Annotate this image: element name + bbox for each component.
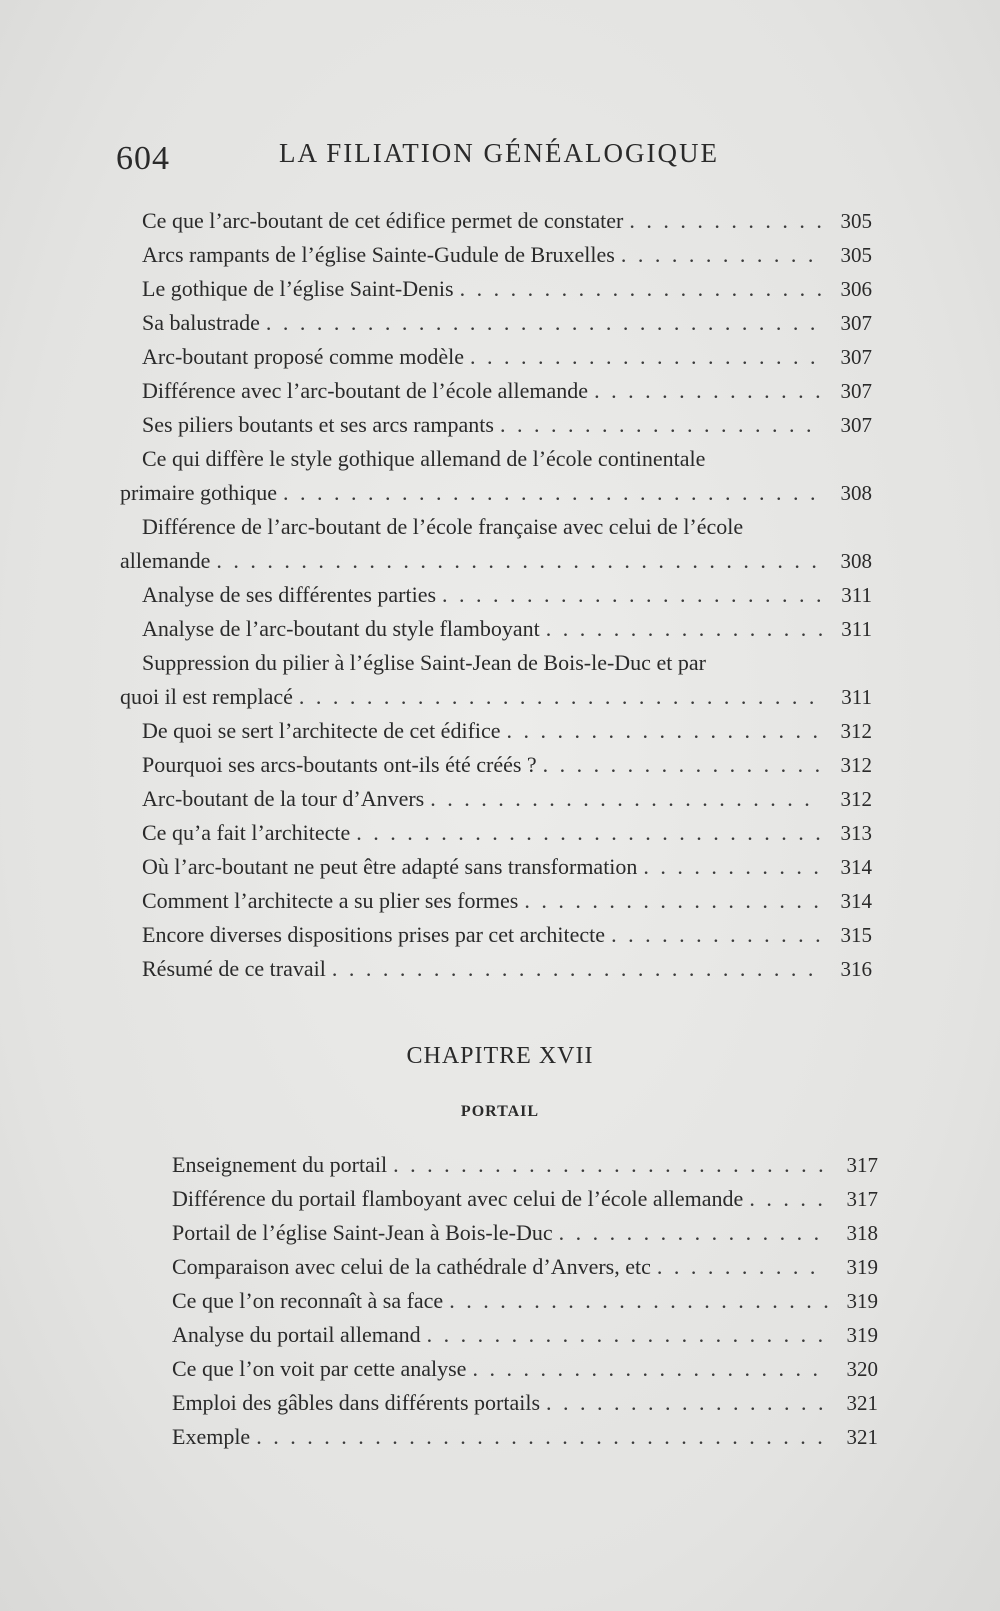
- dot-leader: [657, 1250, 828, 1284]
- toc-entry: [150, 1148, 878, 1182]
- toc-entry: [120, 204, 872, 238]
- dot-leader: [629, 204, 822, 238]
- toc-entry-text: Suppression du pilier à l’église Saint-Jean de Bois-le-Duc et par: [142, 650, 706, 675]
- toc-entry: [150, 1284, 878, 1318]
- toc-entry-text-continued: allemande: [120, 548, 211, 573]
- toc-entry-text: Comparaison avec celui de la cathédrale d’Anvers, etc: [172, 1254, 651, 1279]
- dot-leader: [500, 408, 822, 442]
- toc-entry: [120, 340, 872, 374]
- toc-entry: [120, 850, 872, 884]
- toc-page-number: 312: [840, 719, 872, 743]
- toc-entry: [120, 748, 872, 782]
- toc-page-number: 321: [846, 1425, 878, 1449]
- toc-page-number: 313: [840, 821, 872, 845]
- dot-leader: [621, 238, 822, 272]
- toc-entry-text: Ce qui diffère le style gothique allemand de l’école continentale: [142, 446, 706, 471]
- toc-entry: [120, 646, 872, 714]
- toc-entry: [120, 782, 872, 816]
- toc-entry: [150, 1386, 878, 1420]
- toc-entry-text: Portail de l’église Saint-Jean à Bois-le-Duc: [172, 1220, 553, 1245]
- toc-entry-text: Où l’arc-boutant ne peut être adapté sans transformation: [142, 854, 638, 879]
- toc-entry: [120, 510, 872, 578]
- running-title: LA FILIATION GÉNÉALOGIQUE: [279, 138, 719, 168]
- dot-leader: [256, 1420, 828, 1454]
- dot-leader: [332, 952, 822, 986]
- toc-page-number: 316: [840, 957, 872, 981]
- toc-entry: [120, 272, 872, 306]
- toc-entry-text: Exemple: [172, 1424, 251, 1449]
- toc-page-number: 311: [841, 583, 872, 607]
- toc-entry-text: Ce que l’on reconnaît à sa face: [172, 1288, 444, 1313]
- toc-entry-text: Emploi des gâbles dans différents portails: [172, 1390, 541, 1415]
- page-number: 604: [116, 140, 170, 177]
- dot-leader: [430, 782, 822, 816]
- toc-entry: [120, 238, 872, 272]
- toc-chapter-list: [150, 1148, 878, 1454]
- toc-entry-text: Arc-boutant proposé comme modèle: [142, 344, 464, 369]
- toc-entry-text: Différence de l’arc-boutant de l’école française avec celui de l’école: [142, 514, 744, 539]
- toc-page-number: 306: [840, 277, 872, 301]
- toc-entry-text: Ce que l’arc-boutant de cet édifice permet de constater: [142, 208, 624, 233]
- dot-leader: [643, 850, 822, 884]
- toc-entry-text-continued: primaire gothique: [120, 480, 278, 505]
- toc-entry: [150, 1250, 878, 1284]
- dot-leader: [299, 680, 822, 714]
- toc-entry: [150, 1420, 878, 1454]
- toc-page-number: 319: [846, 1289, 878, 1313]
- toc-page-number: 312: [840, 753, 872, 777]
- dot-leader: [283, 476, 822, 510]
- toc-page-number: 321: [846, 1391, 878, 1415]
- dot-leader: [611, 918, 822, 952]
- toc-page-number: 319: [846, 1323, 878, 1347]
- toc-entry-text: Sa balustrade: [142, 310, 260, 335]
- dot-leader: [427, 1318, 828, 1352]
- toc-entry: [120, 306, 872, 340]
- toc-entry-text: Pourquoi ses arcs-boutants ont-ils été créés ?: [142, 752, 537, 777]
- toc-entry-text: Analyse de ses différentes parties: [142, 582, 437, 607]
- dot-leader: [594, 374, 822, 408]
- dot-leader: [559, 1216, 828, 1250]
- dot-leader: [546, 1386, 828, 1420]
- toc-entry-text: Ce que l’on voit par cette analyse: [172, 1356, 467, 1381]
- toc-entry: [150, 1216, 878, 1250]
- toc-page-number: 317: [846, 1187, 878, 1211]
- toc-page-number: 307: [840, 413, 872, 437]
- dot-leader: [356, 816, 822, 850]
- toc-entry-text-continued: quoi il est remplacé: [120, 684, 293, 709]
- toc-entry: [120, 816, 872, 850]
- toc-entry-text: Encore diverses dispositions prises par cet architecte: [142, 922, 606, 947]
- dot-leader: [749, 1182, 828, 1216]
- toc-page-number: 314: [840, 855, 872, 879]
- toc-page-number: 308: [840, 549, 872, 573]
- section-title: PORTAIL: [460, 1103, 540, 1120]
- dot-leader: [393, 1148, 828, 1182]
- page-header: [112, 132, 812, 192]
- dot-leader: [460, 272, 822, 306]
- toc-entry-text: Résumé de ce travail: [142, 956, 326, 981]
- toc-entry: [120, 374, 872, 408]
- dot-leader: [442, 578, 822, 612]
- toc-entry-text: Ce qu’a fait l’architecte: [142, 820, 351, 845]
- dot-leader: [449, 1284, 828, 1318]
- toc-page-number: 314: [840, 889, 872, 913]
- dot-leader: [216, 544, 822, 578]
- toc-entry: [120, 918, 872, 952]
- dot-leader: [524, 884, 822, 918]
- toc-entry-text: Analyse de l’arc-boutant du style flamboyant: [142, 616, 540, 641]
- chapter-title: CHAPITRE XVII: [406, 1043, 594, 1069]
- toc-page-number: 307: [840, 311, 872, 335]
- toc-entry: [120, 714, 872, 748]
- toc-entry-text: De quoi se sert l’architecte de cet édifice: [142, 718, 501, 743]
- dot-leader: [266, 306, 822, 340]
- toc-entry: [120, 442, 872, 510]
- toc-continued-list: [120, 204, 872, 986]
- toc-page-number: 317: [846, 1153, 878, 1177]
- toc-entry-text: Différence avec l’arc-boutant de l’école allemande: [142, 378, 589, 403]
- toc-entry-text: Comment l’architecte a su plier ses formes: [142, 888, 519, 913]
- toc-page-number: 305: [840, 243, 872, 267]
- toc-page-number: 307: [840, 379, 872, 403]
- toc-page-number: 311: [841, 685, 872, 709]
- dot-leader: [543, 748, 822, 782]
- toc-page-number: 319: [846, 1255, 878, 1279]
- toc-page-number: 318: [846, 1221, 878, 1245]
- toc-page-number: 305: [840, 209, 872, 233]
- dot-leader: [470, 340, 822, 374]
- toc-entry-text: Le gothique de l’église Saint-Denis: [142, 276, 454, 301]
- toc-page-number: 320: [846, 1357, 878, 1381]
- dot-leader: [507, 714, 822, 748]
- dot-leader: [472, 1352, 828, 1386]
- toc-entry: [150, 1318, 878, 1352]
- toc-entry: [120, 952, 872, 986]
- toc-entry-text: Ses piliers boutants et ses arcs rampants: [142, 412, 494, 437]
- toc-entry: [120, 612, 872, 646]
- toc-entry: [120, 578, 872, 612]
- toc-entry: [120, 884, 872, 918]
- toc-entry-text: Arc-boutant de la tour d’Anvers: [142, 786, 425, 811]
- toc-page-number: 311: [841, 617, 872, 641]
- toc-page-number: 315: [840, 923, 872, 947]
- toc-entry-text: Enseignement du portail: [172, 1152, 388, 1177]
- toc-entry: [120, 408, 872, 442]
- toc-entry: [150, 1352, 878, 1386]
- dot-leader: [546, 612, 822, 646]
- toc-entry-text: Arcs rampants de l’église Sainte-Gudule de Bruxelles: [142, 242, 615, 267]
- toc-page-number: 308: [840, 481, 872, 505]
- toc-page-number: 307: [840, 345, 872, 369]
- toc-entry-text: Analyse du portail allemand: [172, 1322, 421, 1347]
- toc-page-number: 312: [840, 787, 872, 811]
- toc-entry: [150, 1182, 878, 1216]
- toc-entry-text: Différence du portail flamboyant avec celui de l’école allemande: [172, 1186, 744, 1211]
